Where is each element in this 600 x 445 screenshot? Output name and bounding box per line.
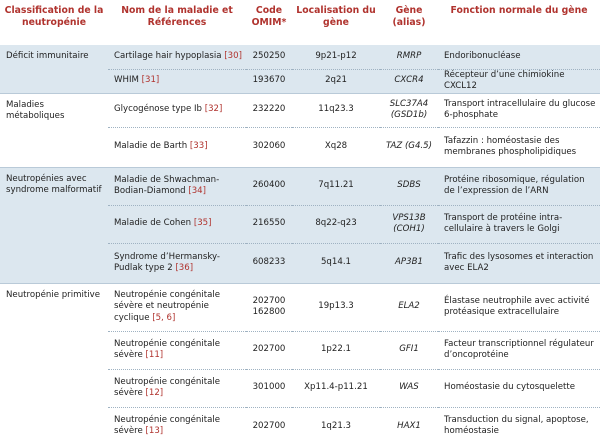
category-cell: Déficit immunitaire — [0, 45, 108, 93]
locus-cell: 19p13.3 — [292, 283, 380, 331]
function-cell: Trafic des lysosomes et interaction avec ELA2 — [438, 243, 600, 283]
category-cell: Maladies métaboliques — [0, 93, 108, 167]
omim-cell: 193670 — [246, 69, 292, 93]
locus-cell: 1q21.3 — [292, 407, 380, 445]
disease-cell — [108, 93, 246, 127]
gene-cell: RMRP — [380, 45, 438, 69]
category-cell: Neutropénie primitive — [0, 283, 108, 445]
disease-name: Maladie de Cohen — [114, 218, 194, 229]
gene-cell: TAZ (G4.5) — [380, 127, 438, 167]
gene-cell: CXCR4 — [380, 69, 438, 93]
reference-link[interactable]: [12] — [145, 388, 164, 398]
disease-cell — [108, 407, 246, 445]
disease-name: Syndrome d’Hermansky-Pudlak type 2 — [114, 251, 221, 273]
omim-cell: 608233 — [246, 243, 292, 283]
locus-cell: 2q21 — [292, 69, 380, 93]
header-omim: Code OMIM* — [246, 0, 292, 45]
gene-cell: WAS — [380, 369, 438, 407]
function-cell: Tafazzin : homéostasie des membranes phospholipidiques — [438, 127, 600, 167]
disease-name: Neutropénie congénitale sévère — [114, 415, 221, 437]
disease-cell — [108, 45, 246, 69]
category-cell: Neutropénies avec syndrome malformatif — [0, 167, 108, 283]
header-disease: Nom de la maladie et Références — [108, 0, 246, 45]
function-cell: Transport de protéine intra-cellulaire à travers le Golgi — [438, 205, 600, 243]
locus-cell: 11q23.3 — [292, 93, 380, 127]
gene-cell: ELA2 — [380, 283, 438, 331]
reference-link[interactable]: [31] — [141, 75, 160, 86]
omim-cell: 301000 — [246, 369, 292, 407]
disease-name: Neutropénie congénitale sévère — [114, 376, 221, 398]
header-locus: Localisation du gène — [292, 0, 380, 45]
gene-cell: VPS13B (COH1) — [380, 205, 438, 243]
locus-cell: 5q14.1 — [292, 243, 380, 283]
table-row — [0, 167, 600, 205]
gene-cell: GFI1 — [380, 331, 438, 369]
table-body — [0, 45, 600, 445]
reference-link[interactable]: [33] — [189, 141, 208, 152]
disease-cell — [108, 167, 246, 205]
header-classification: Classification de la neutropénie — [0, 0, 108, 45]
disease-cell — [108, 331, 246, 369]
locus-cell: 7q11.21 — [292, 167, 380, 205]
disease-name: Neutropénie congénitale sévère et neutropénie cyclique — [114, 290, 221, 323]
function-cell: Récepteur d’une chimiokine CXCL12 — [438, 69, 600, 93]
reference-link[interactable]: [11] — [145, 350, 164, 360]
disease-name: Maladie de Barth — [114, 141, 190, 152]
disease-cell — [108, 127, 246, 167]
table-header — [0, 0, 600, 45]
locus-cell: 9p21-p12 — [292, 45, 380, 69]
gene-cell: HAX1 — [380, 407, 438, 445]
disease-name: Neutropénie congénitale sévère — [114, 338, 221, 360]
reference-link[interactable]: [34] — [188, 186, 206, 196]
locus-cell: 8q22-q23 — [292, 205, 380, 243]
omim-cell: 202700 162800 — [246, 283, 292, 331]
disease-name: Glycogénose type Ib — [114, 104, 205, 115]
function-cell: Élastase neutrophile avec activité protéasique extracellulaire — [438, 283, 600, 331]
disease-name: WHIM — [114, 75, 142, 86]
locus-cell: Xp11.4-p11.21 — [292, 369, 380, 407]
locus-cell: Xq28 — [292, 127, 380, 167]
reference-link[interactable]: [35] — [193, 218, 212, 229]
gene-cell: SDBS — [380, 167, 438, 205]
locus-cell: 1p22.1 — [292, 331, 380, 369]
function-cell: Protéine ribosomique, régulation de l’expression de l’ARN — [438, 167, 600, 205]
table-row — [0, 283, 600, 331]
disease-cell — [108, 205, 246, 243]
reference-link[interactable]: [32] — [204, 104, 223, 115]
table-row — [0, 93, 600, 127]
header-function: Fonction normale du gène — [438, 0, 600, 45]
disease-cell — [108, 69, 246, 93]
reference-link[interactable]: [30] — [224, 51, 242, 62]
table-row — [0, 45, 600, 69]
omim-cell: 302060 — [246, 127, 292, 167]
omim-cell: 216550 — [246, 205, 292, 243]
disease-name: Maladie de Shwachman-Bodian-Diamond — [114, 174, 220, 196]
disease-name: Cartilage hair hypoplasia — [114, 51, 225, 62]
omim-cell: 250250 — [246, 45, 292, 69]
gene-cell: AP3B1 — [380, 243, 438, 283]
disease-cell — [108, 243, 246, 283]
reference-link[interactable]: [36] — [175, 263, 194, 273]
function-cell: Transport intracellulaire du glucose 6-phosphate — [438, 93, 600, 127]
omim-cell: 232220 — [246, 93, 292, 127]
disease-cell — [108, 283, 246, 331]
function-cell: Endoribonucléase — [438, 45, 600, 69]
function-cell: Homéostasie du cytosquelette — [438, 369, 600, 407]
reference-link[interactable]: [5, 6] — [152, 312, 176, 323]
header-gene: Gène (alias) — [380, 0, 438, 45]
omim-cell: 260400 — [246, 167, 292, 205]
gene-cell: SLC37A4 (GSD1b) — [380, 93, 438, 127]
omim-cell: 202700 — [246, 331, 292, 369]
reference-link[interactable]: [13] — [145, 426, 164, 437]
function-cell: Transduction du signal, apoptose, homéostasie — [438, 407, 600, 445]
function-cell: Facteur transcriptionnel régulateur d’oncoprotéine — [438, 331, 600, 369]
omim-cell: 202700 — [246, 407, 292, 445]
disease-cell — [108, 369, 246, 407]
